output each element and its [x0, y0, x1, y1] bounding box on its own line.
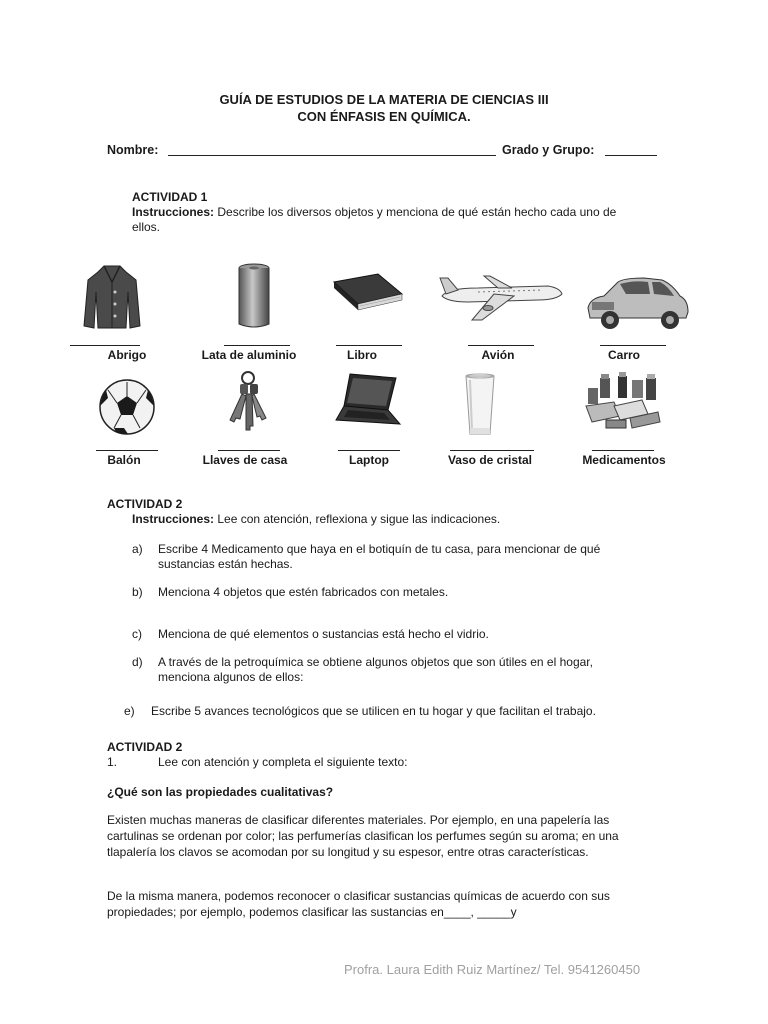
paragraph-1-line-2: cartulinas se ordenan por color; las perfumerías clasifican los perfumes según su aroma; en una [107, 829, 619, 843]
item-letter-e: e) [124, 704, 135, 718]
glass-icon [462, 372, 498, 438]
item-text-d: A través de la petroquímica se obtiene algunos objetos que son útiles en el hogar, [158, 655, 593, 669]
answer-blank[interactable] [224, 345, 290, 346]
answer-blank[interactable] [96, 450, 158, 451]
can-icon [234, 262, 274, 332]
medicines-icon [584, 372, 662, 432]
book-icon [330, 272, 404, 316]
footer-text: Profra. Laura Edith Ruiz Martínez/ Tel. 9541260450 [344, 962, 641, 977]
answer-blank[interactable] [450, 450, 534, 451]
answer-blank[interactable] [338, 450, 400, 451]
instructions-label: Instrucciones: [132, 512, 215, 526]
activity3-number: 1. [107, 755, 118, 769]
answer-blank[interactable] [336, 345, 402, 346]
instructions-text-cont: ellos. [132, 220, 161, 234]
instructions-text: Describe los diversos objetos y menciona de qué están hecho cada uno de [217, 205, 617, 219]
laptop-icon [334, 370, 402, 436]
instructions-text: Lee con atención, reflexiona y sigue las indicaciones. [217, 512, 501, 526]
document-subtitle: CON ÉNFASIS EN QUÍMICA. [297, 109, 471, 124]
question-heading: ¿Qué son las propiedades cualitativas? [107, 785, 334, 799]
item-letter-a: a) [132, 542, 143, 556]
answer-blank[interactable] [218, 450, 280, 451]
coat-icon [80, 262, 144, 332]
answer-blank[interactable] [468, 345, 534, 346]
activity2-title: ACTIVIDAD 2 [107, 497, 183, 511]
caption-vaso: Vaso de cristal [447, 453, 533, 467]
caption-lata: Lata de aluminio [201, 348, 297, 362]
paragraph-1-line-1: Existen muchas maneras de clasificar diferentes materiales. Por ejemplo, en una papelería las [107, 813, 610, 827]
grade-blank[interactable] [605, 155, 657, 156]
item-text-a: Escribe 4 Medicamento que haya en el botiquín de tu casa, para mencionar de qué [158, 542, 601, 556]
answer-blank[interactable] [592, 450, 654, 451]
car-icon [584, 268, 692, 334]
caption-abrigo: Abrigo [107, 348, 147, 362]
instructions-label: Instrucciones: [132, 205, 215, 219]
item-text-c: Menciona de qué elementos o sustancias está hecho el vidrio. [158, 627, 489, 641]
activity1-title: ACTIVIDAD 1 [132, 190, 208, 204]
caption-libro: Libro [347, 348, 377, 362]
paragraph-1-line-3: tlapalería los clavos se acomodan por su longitud y su espesor, entre otras características. [107, 845, 589, 859]
activity1-instructions [132, 205, 660, 220]
grade-label: Grado y Grupo: [502, 143, 595, 157]
caption-laptop: Laptop [349, 453, 389, 467]
activity3-instructions: Lee con atención y completa el siguiente texto: [158, 755, 408, 769]
keys-icon [222, 370, 272, 436]
activity2-instructions [132, 512, 500, 527]
item-letter-d: d) [132, 655, 143, 669]
name-label: Nombre: [107, 143, 159, 157]
item-text-a-cont: sustancias están hechas. [158, 557, 293, 571]
answer-blank[interactable] [70, 345, 140, 346]
document-title: GUÍA DE ESTUDIOS DE LA MATERIA DE CIENCIAS III [219, 92, 549, 107]
caption-avion: Avión [481, 348, 515, 362]
paragraph-2-line-2: propiedades; por ejemplo, podemos clasificar las sustancias en____, _____y [107, 905, 517, 919]
name-blank[interactable] [168, 155, 496, 156]
caption-carro: Carro [607, 348, 640, 362]
item-text-e: Escribe 5 avances tecnológicos que se utilicen en tu hogar y que facilitan el trabajo. [151, 704, 596, 718]
caption-balon: Balón [107, 453, 141, 467]
activity3-title: ACTIVIDAD 2 [107, 740, 183, 754]
paragraph-2-line-1: De la misma manera, podemos reconocer o clasificar sustancias químicas de acuerdo con sus [107, 889, 610, 903]
item-text-b: Menciona 4 objetos que estén fabricados con metales. [158, 585, 449, 599]
item-text-d-cont: menciona algunos de ellos: [158, 670, 304, 684]
airplane-icon [438, 270, 564, 324]
caption-medicamentos: Medicamentos [582, 453, 666, 467]
answer-blank[interactable] [600, 345, 666, 346]
item-letter-c: c) [132, 627, 142, 641]
caption-llaves: Llaves de casa [202, 453, 288, 467]
ball-icon [98, 378, 156, 436]
item-letter-b: b) [132, 585, 143, 599]
